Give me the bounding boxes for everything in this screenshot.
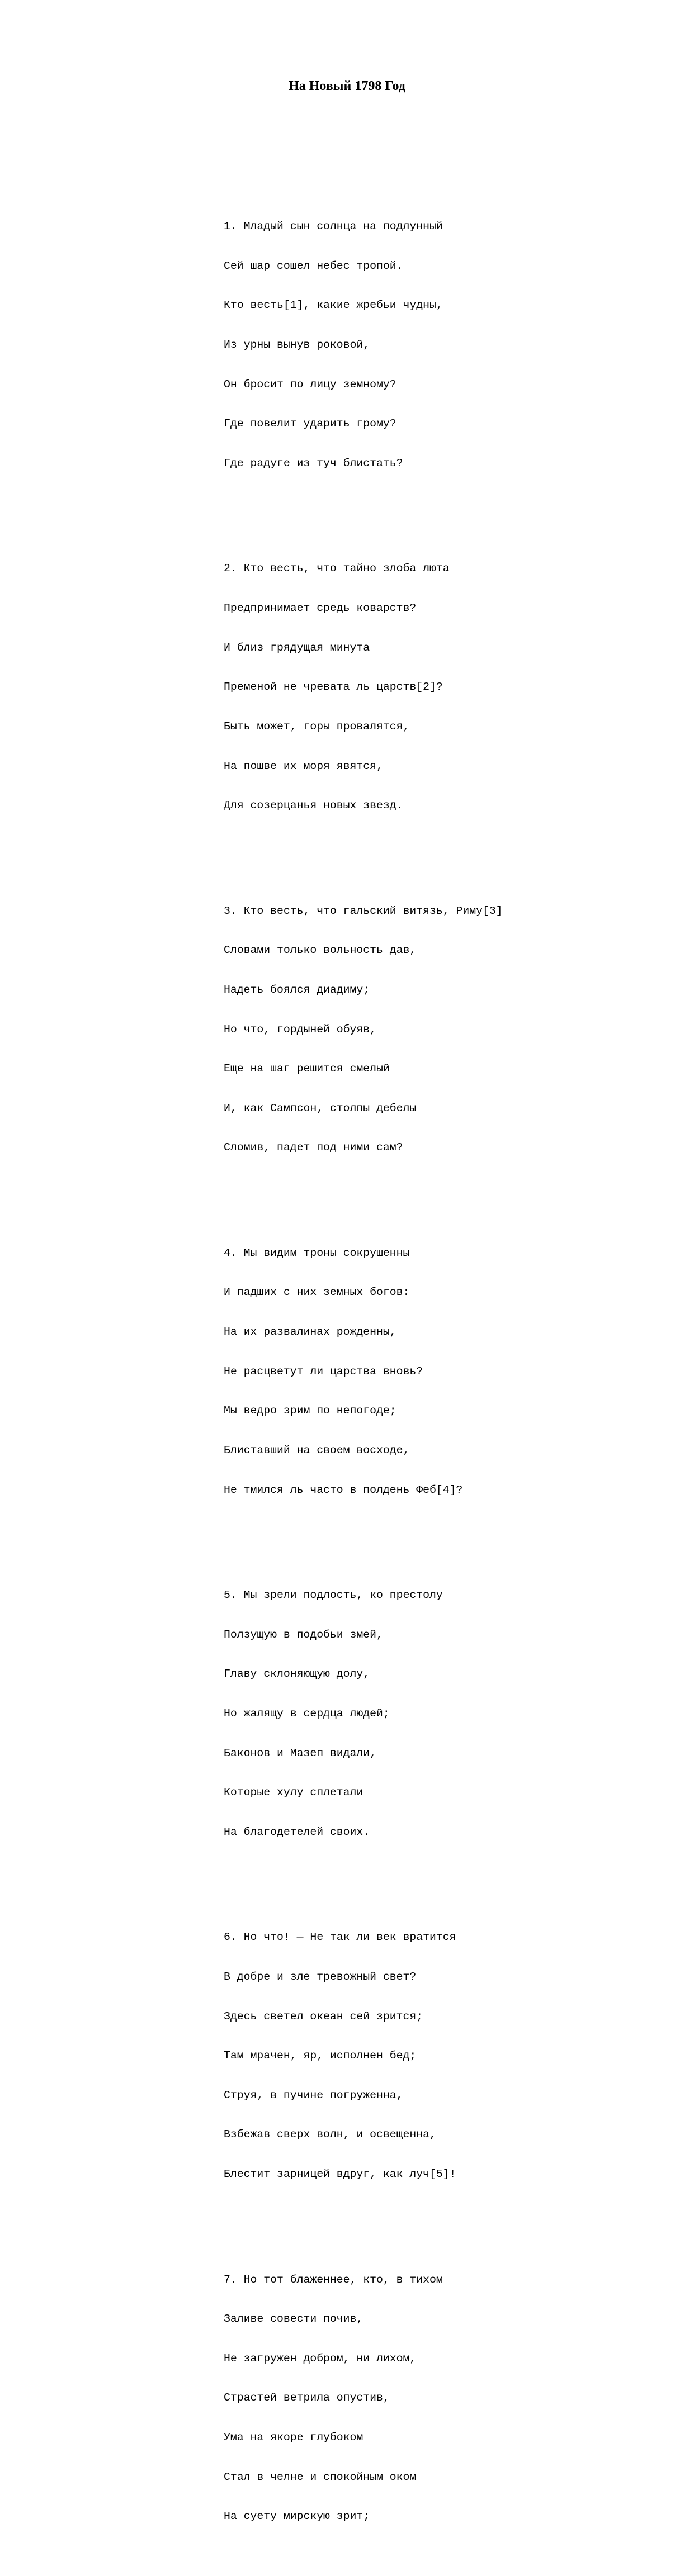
poem-line: 5. Мы зрели подлость, ко престолу	[224, 1589, 443, 1602]
poem-line: На их развалинах рожденны,	[224, 1326, 396, 1339]
poem-line: Ползущую в подобьи змей,	[224, 1628, 383, 1641]
poem-line: Быть может, горы провалятся,	[224, 720, 410, 733]
poem-line: На пошве их моря явятся,	[224, 760, 383, 772]
poem-line: Мы ведро зрим по непогоде;	[224, 1405, 396, 1417]
poem-line: Не расцветут ли царства вновь?	[224, 1365, 423, 1378]
poem-line: 1. Младый сын солнца на подлунный	[224, 220, 443, 233]
poem-line: Надеть боялся диадиму;	[224, 983, 370, 996]
poem-line: 7. Но тот блаженнее, кто, в тихом	[224, 2273, 443, 2286]
poem-line: Но жалящу в сердца людей;	[224, 1707, 390, 1720]
poem-line: 2. Кто весть, что тайно злоба люта	[224, 562, 450, 575]
poem-line: Из урны вынув роковой,	[224, 339, 370, 352]
stanza-4	[224, 1221, 503, 1524]
poem-line: Он бросит по лицу земному?	[224, 378, 396, 391]
poem-line: Заливе совести почив,	[224, 2313, 363, 2326]
stanza-5	[224, 1563, 503, 1866]
poem-line: Сей шар сошел небес тропой.	[224, 259, 403, 272]
stanza-6	[224, 1905, 503, 2208]
poem-line: Ума на якоре глубоком	[224, 2431, 363, 2444]
poem-line: Словами только вольность дав,	[224, 944, 417, 957]
poem-line: Страстей ветрила опустив,	[224, 2392, 390, 2404]
poem-line: Для созерцанья новых звезд.	[224, 799, 403, 812]
stanza-3	[224, 879, 503, 1182]
poem-line: Которые хулу сплетали	[224, 1786, 363, 1799]
poem-title: На Новый 1798 Год	[289, 79, 405, 93]
poem-body	[224, 168, 503, 2576]
poem-line: Стал в челне и спокойным оком	[224, 2470, 417, 2483]
poem-line: Главу склоняющую долу,	[224, 1668, 370, 1681]
poem-line: Здесь светел океан сей зрится;	[224, 2010, 423, 2023]
poem-line: Где повелит ударить грому?	[224, 418, 396, 430]
poem-line: Предпринимает средь коварств?	[224, 602, 417, 615]
poem-line: Пременой не чревата ль царств[2]?	[224, 681, 443, 694]
stanza-1	[224, 194, 503, 497]
poem-line: Не загружен добром, ни лихом,	[224, 2352, 417, 2365]
poem-line: Струя, в пучине погруженна,	[224, 2089, 403, 2101]
poem-line: Сломив, падет под ними сам?	[224, 1141, 403, 1154]
poem-line: Где радуге из туч блистать?	[224, 457, 403, 470]
poem-line: И падших с них земных богов:	[224, 1286, 410, 1299]
poem-line: И близ грядущая минута	[224, 641, 370, 654]
stanza-2	[224, 536, 503, 839]
poem-line: В добре и зле тревожный свет?	[224, 1970, 417, 1983]
poem-line: Еще на шаг решится смелый	[224, 1062, 390, 1075]
poem-line: Взбежав сверх волн, и освещенна,	[224, 2128, 436, 2141]
poem-line: Не тмился ль часто в полдень Феб[4]?	[224, 1483, 463, 1496]
poem-line: Там мрачен, яр, исполнен бед;	[224, 2050, 417, 2062]
poem-line: Кто весть[1], какие жребьи чудны,	[224, 299, 443, 312]
poem-line: 3. Кто весть, что гальский витязь, Риму[3]	[224, 904, 503, 917]
poem-line: Блиставший на своем восходе,	[224, 1444, 410, 1457]
poem-line: Блестит зарницей вдруг, как луч[5]!	[224, 2168, 456, 2181]
poem-line: 4. Мы видим троны сокрушенны	[224, 1246, 410, 1259]
poem-line: Баконов и Мазеп видали,	[224, 1747, 377, 1759]
poem-line: На суету мирскую зрит;	[224, 2510, 370, 2523]
poem-line: И, как Сампсон, столпы дебелы	[224, 1102, 417, 1114]
poem-line: Но что, гордыней обуяв,	[224, 1023, 377, 1036]
poem-line: На благодетелей своих.	[224, 1825, 370, 1838]
stanza-7	[224, 2247, 503, 2550]
poem-line: 6. Но что! — Не так ли век вратится	[224, 1931, 456, 1944]
